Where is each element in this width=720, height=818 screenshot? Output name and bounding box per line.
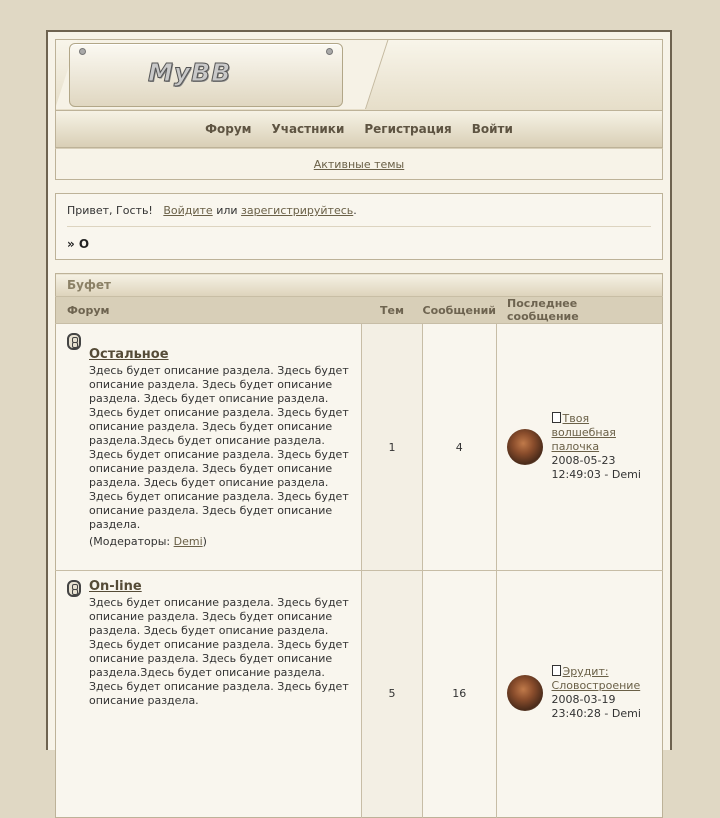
category-title[interactable]: Буфет (56, 274, 663, 297)
rivet-icon (326, 48, 333, 55)
forum-table (55, 273, 663, 818)
sub-navigation (55, 148, 663, 180)
header (55, 39, 663, 111)
moderator-link[interactable]: Demi (173, 534, 203, 548)
menu-forum[interactable]: Форум (205, 122, 252, 136)
forum-status-icon (67, 333, 81, 350)
forum-title-link[interactable]: Остальное (89, 346, 169, 362)
menu-members[interactable]: Участники (271, 122, 345, 136)
logo-text: MyBB (148, 58, 232, 87)
forum-container (46, 30, 672, 750)
column-last-post: Последнее сообщение (496, 297, 662, 324)
document-icon (552, 412, 561, 423)
breadcrumb: » O (67, 237, 90, 251)
forum-description: Здесь будет описание раздела. Здесь будет описание раздела. Здесь будет описание раздела. Здесь будет описание раздела. Здесь будет описание раздела. Здесь будет описание раздела. Здесь будет описание раздела.Здесь будет описание раздела. Здесь будет описание раздела. Здесь будет описание раздела. Здесь будет описание раздела. Здесь будет описание раздела. Здесь будет описание раздела. Здесь будет описание раздела. Здесь будет описание раздела. (89, 363, 349, 531)
forum-row (56, 324, 663, 571)
forum-moderators: (Модераторы: Demi) (89, 534, 207, 548)
column-topics: Тем (362, 297, 423, 324)
column-posts: Сообщений (423, 297, 497, 324)
login-link[interactable]: Войдите (163, 204, 213, 217)
posts-count: 16 (423, 571, 497, 818)
topics-count: 5 (362, 571, 423, 818)
posts-count: 4 (423, 324, 497, 571)
last-post (507, 412, 652, 482)
forum-title-link[interactable]: On-line (89, 579, 142, 594)
welcome-panel (55, 193, 663, 260)
main-menu (55, 111, 663, 148)
avatar[interactable] (507, 675, 543, 711)
greeting: Привет, Гость! (67, 204, 153, 217)
document-icon (552, 665, 561, 676)
welcome-line: Привет, Гость! Войдите или зарегистрируйтесь. (67, 204, 357, 217)
forum-status-icon (67, 580, 81, 597)
last-post-link[interactable]: Эрудит: Словострoение (551, 665, 641, 692)
last-post-time-author: 12:49:03 - Demi (551, 468, 641, 481)
divider (67, 226, 651, 227)
last-post (507, 665, 652, 721)
logo[interactable] (69, 43, 343, 107)
last-post-date: 2008-05-23 (551, 454, 616, 467)
rivet-icon (79, 48, 86, 55)
menu-register[interactable]: Регистрация (364, 122, 452, 136)
column-forum: Форум (56, 297, 362, 324)
active-topics-link[interactable]: Активные темы (313, 157, 405, 171)
last-post-time-author: 23:40:28 - Demi (551, 707, 641, 720)
forum-description: Здесь будет описание раздела. Здесь будет описание раздела. Здесь будет описание раздела. Здесь будет описание раздела. Здесь будет описание раздела. Здесь будет описание раздела. Здесь будет описание раздела.Здесь будет описание раздела. Здесь будет описание раздела. Здесь будет описание раздела. (89, 596, 349, 707)
register-link[interactable]: зарегистрируйтесь (241, 204, 354, 217)
topics-count: 1 (362, 324, 423, 571)
last-post-date: 2008-03-19 (551, 693, 616, 706)
last-post-link[interactable]: Твоя волшебная палочка (551, 412, 616, 453)
forum-row (56, 571, 663, 818)
or-text: или (216, 204, 238, 217)
avatar[interactable] (507, 429, 543, 465)
menu-login[interactable]: Войти (471, 122, 513, 136)
